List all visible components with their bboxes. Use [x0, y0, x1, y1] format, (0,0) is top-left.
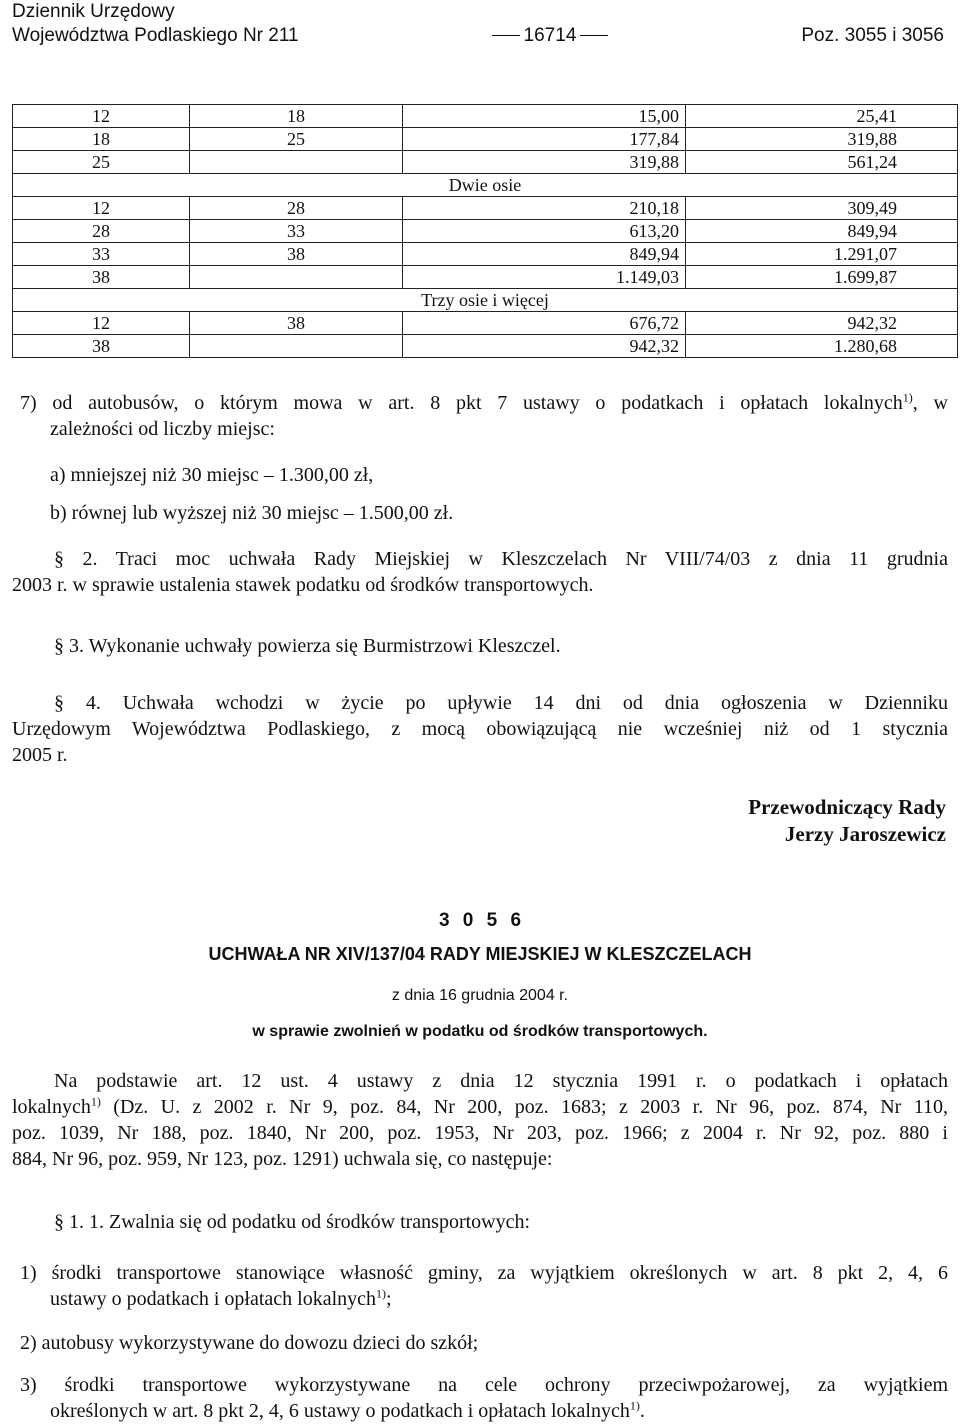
table-cell: 676,72 [403, 312, 686, 335]
table-group-row [13, 174, 958, 197]
table-cell: 25 [190, 128, 403, 151]
list-item-3-line-2 [20, 1398, 948, 1424]
list-item-1-line-1: 1) środki transportowe stanowiące własność gminy, za wyjątkiem określonych w art. 8 pkt 2, 4, 6 [20, 1262, 948, 1284]
table-cell: 177,84 [403, 128, 686, 151]
table-cell: 12 [13, 105, 190, 128]
page-number: 16714 [523, 25, 577, 46]
paragraph-2 [12, 546, 948, 598]
paragraph-4-line-2: Urzędowym Województwa Podlaskiego, z mocą obowiązującą nie wcześniej niż od 1 stycznia [12, 718, 948, 740]
table-cell: 849,94 [686, 220, 958, 243]
table-cell: 18 [190, 105, 403, 128]
table-cell: 561,24 [686, 151, 958, 174]
table-cell [190, 266, 403, 289]
table-group-label: Trzy osie i więcej [13, 289, 958, 312]
table-cell: 12 [13, 312, 190, 335]
table-cell: 942,32 [686, 312, 958, 335]
table-row [13, 197, 958, 220]
preamble [12, 1068, 948, 1172]
list-item-3-text: określonych w art. 8 pkt 2, 4, 6 ustawy o podatkach i opłatach lokalnych [50, 1400, 630, 1422]
resolution-title: UCHWAŁA NR XIV/137/04 RADY MIEJSKIEJ W KLESZCZELACH [208, 944, 752, 964]
item-7-line-1 [20, 390, 948, 416]
table-cell: 15,00 [403, 105, 686, 128]
signature-role: Przewodniczący Rady [748, 795, 946, 819]
item-7-text-end: , w [912, 392, 948, 414]
item-7b: b) równej lub wyższej niż 30 miejsc – 1.500,00 zł. [50, 502, 454, 524]
list-item-3-end: . [639, 1400, 645, 1422]
paragraph-4-line-3: 2005 r. [12, 744, 68, 766]
resolution-subject: w sprawie zwolnień w podatku od środków transportowych. [252, 1023, 708, 1040]
resolution-date: z dnia 16 grudnia 2004 r. [391, 987, 569, 1004]
table-cell: 28 [13, 220, 190, 243]
table-group-label: Dwie osie [13, 174, 958, 197]
table-row [13, 335, 958, 358]
preamble-line-2 [12, 1094, 948, 1120]
paragraph-2-line-2: 2003 r. w sprawie ustalenia stawek podatku od środków transportowych. [12, 574, 594, 596]
preamble-line-1: Na podstawie art. 12 ust. 4 ustawy z dnia 12 stycznia 1991 r. o podatkach i opłatach [54, 1070, 948, 1092]
footnote-ref: 1) [90, 1094, 101, 1109]
table-group-row [13, 289, 958, 312]
table-cell: 38 [13, 266, 190, 289]
paragraph-2-line-1: § 2. Traci moc uchwała Rady Miejskiej w Kleszczelach Nr VIII/74/03 z dnia 11 grudnia [54, 548, 948, 570]
signature-block [748, 794, 946, 848]
table-row [13, 243, 958, 266]
table-cell: 1.291,07 [686, 243, 958, 266]
table-row [13, 128, 958, 151]
table-cell: 38 [13, 335, 190, 358]
footnote-ref: 1) [629, 1398, 640, 1413]
page-number-block [488, 24, 613, 48]
journal-title: Dziennik Urzędowy [12, 1, 175, 22]
table-cell: 38 [190, 312, 403, 335]
header-line-2 [12, 24, 944, 48]
position-label: Poz. 3055 i 3056 [801, 25, 944, 46]
table-cell: 38 [190, 243, 403, 266]
table-cell: 25 [13, 151, 190, 174]
footnote-ref: 1) [902, 390, 913, 405]
table-row [13, 266, 958, 289]
table-cell: 1.280,68 [686, 335, 958, 358]
table-cell: 12 [13, 197, 190, 220]
voivodeship-issue: Województwa Podlaskiego Nr 211 [12, 25, 299, 46]
table-cell: 210,18 [403, 197, 686, 220]
item-7a: a) mniejszej niż 30 miejsc – 1.300,00 zł, [50, 464, 374, 486]
list-item-1-end: ; [386, 1288, 392, 1310]
table-row [13, 105, 958, 128]
list-item-2: 2) autobusy wykorzystywane do dowozu dzieci do szkół; [20, 1332, 479, 1354]
paragraph-3: § 3. Wykonanie uchwały powierza się Burmistrzowi Kleszczel. [54, 635, 561, 657]
list-item-3 [20, 1372, 948, 1424]
table-cell: 942,32 [403, 335, 686, 358]
paragraph-4-line-1: § 4. Uchwała wchodzi w życie po upływie 14 dni od dnia ogłoszenia w Dzienniku [54, 692, 948, 714]
preamble-text: lokalnych [12, 1096, 91, 1118]
item-7-line-2: zależności od liczby miejsc: [50, 418, 275, 440]
item-7-text: 7) od autobusów, o którym mowa w art. 8 pkt 7 ustawy o podatkach i opłatach lokalnych [20, 392, 903, 414]
list-item-1-line-2 [20, 1286, 948, 1312]
paragraph-1: § 1. 1. Zwalnia się od podatku od środków transportowych: [54, 1211, 531, 1233]
table-cell: 309,49 [686, 197, 958, 220]
paragraph-4 [12, 690, 948, 768]
table-cell: 849,94 [403, 243, 686, 266]
list-item-3-line-1: 3) środki transportowe wykorzystywane na cele ochrony przeciwpożarowej, za wyjątkiem [20, 1374, 948, 1396]
table-cell: 33 [190, 220, 403, 243]
table-row [13, 220, 958, 243]
item-7 [20, 390, 948, 442]
signature-name: Jerzy Jaroszewicz [784, 822, 946, 846]
footnote-ref: 1) [376, 1286, 387, 1301]
list-item-1 [20, 1260, 948, 1312]
table-cell [190, 335, 403, 358]
preamble-line-3: poz. 1039, Nr 188, poz. 1840, Nr 200, poz. 1953, Nr 203, poz. 1966; z 2004 r. Nr 92, poz. 880 i [12, 1122, 948, 1144]
table-cell: 18 [13, 128, 190, 151]
table-cell: 319,88 [686, 128, 958, 151]
preamble-text-cont: (Dz. U. z 2002 r. Nr 9, poz. 84, Nr 200, poz. 1683; z 2003 r. Nr 96, poz. 874, Nr 110, [100, 1096, 948, 1118]
table-cell: 25,41 [686, 105, 958, 128]
resolution-number: 3 0 5 6 [438, 910, 522, 931]
tax-rate-table [12, 104, 958, 358]
page-header [12, 0, 944, 48]
preamble-line-4: 884, Nr 96, poz. 959, Nr 123, poz. 1291) uchwala się, co następuje: [12, 1148, 553, 1170]
table-cell: 1.149,03 [403, 266, 686, 289]
table-cell: 319,88 [403, 151, 686, 174]
tax-rate-table-body [13, 105, 958, 358]
table-row [13, 312, 958, 335]
table-cell: 28 [190, 197, 403, 220]
table-row [13, 151, 958, 174]
table-cell: 33 [13, 243, 190, 266]
table-cell: 613,20 [403, 220, 686, 243]
table-cell: 1.699,87 [686, 266, 958, 289]
table-cell [190, 151, 403, 174]
list-item-1-text: ustawy o podatkach i opłatach lokalnych [50, 1288, 377, 1310]
